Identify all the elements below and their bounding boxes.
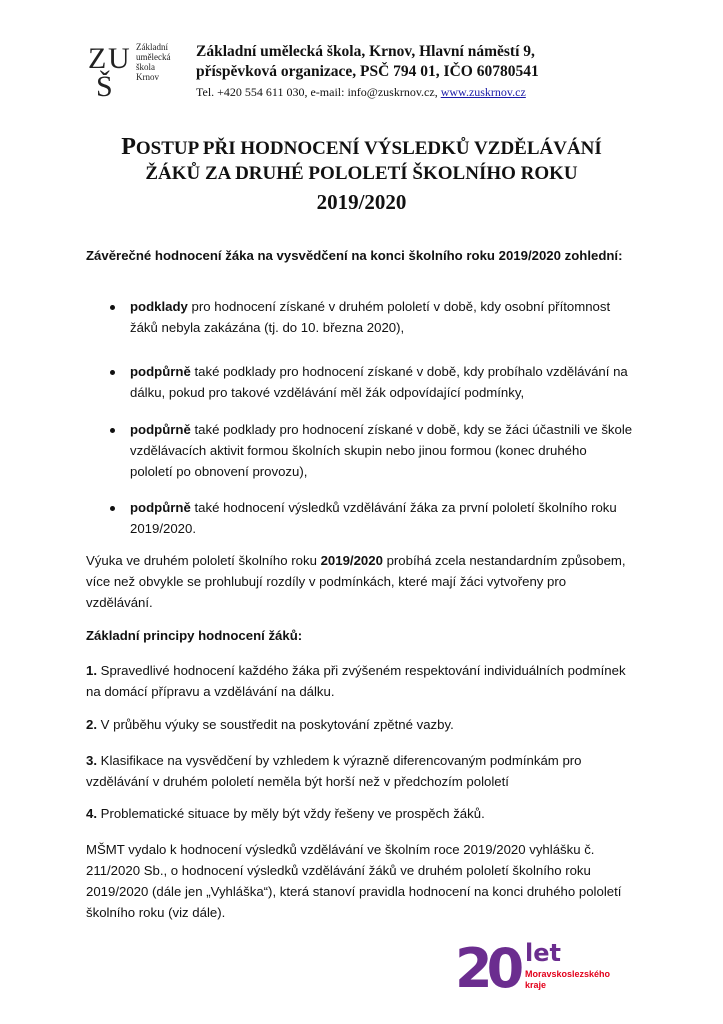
principle-item: 1. Spravedlivé hodnocení každého žáka při zvýšeném respektování individuálních podmínek na domácí přípravu a vzdělávání na dálku. (86, 663, 626, 699)
website-link[interactable]: www.zuskrnov.cz (440, 85, 526, 99)
anniversary-number: 20 (455, 937, 519, 1000)
bullet-dot (110, 370, 115, 375)
bullet-1: podklady pro hodnocení získané v druhém pololetí v době, kdy osobní přítomnost žáků nebyla zakázána (tj. do 10. března 2020), (130, 299, 611, 335)
svg-text:Z: Z (88, 42, 107, 75)
document-title-line2: ŽÁKŮ ZA DRUHÉ POLOLETÍ ŠKOLNÍHO ROKU (145, 163, 578, 184)
school-logo (86, 38, 186, 103)
principles-heading: Základní principy hodnocení žáků: (86, 628, 303, 643)
paragraph-teaching-conditions: Výuka ve druhém pololetí školního roku 2019/2020 probíhá zcela nestandardním způsobem, více než obvykle se prohlubují rozdíly v podmínkách, které mají žáci vytvořeny pro vzdělávání. (86, 553, 626, 610)
anniversary-region-line1: Moravskoslezského (525, 969, 611, 979)
logo-text: Základní umělecká škola Krnov (136, 42, 171, 82)
svg-text:U: U (108, 42, 130, 75)
bullet-4: podpůrně také hodnocení výsledků vzdělávání žáka za první pololetí školního roku 2019/2020. (130, 500, 617, 536)
school-contact (196, 85, 526, 100)
contact-text: Tel. +420 554 611 030, e-mail: info@zuskrnov.cz, (196, 85, 441, 99)
bullet-dot (110, 428, 115, 433)
svg-text:Š: Š (96, 70, 113, 103)
principle-item: 2. V průběhu výuky se soustředit na poskytování zpětné vazby. (86, 717, 454, 732)
document-title-year: 2019/2020 (316, 190, 407, 214)
anniversary-20-years-logo (455, 935, 611, 1000)
bullet-dot (110, 305, 115, 310)
principle-item: 3. Klasifikace na vysvědčení by vzhledem k výrazně diferencovaným podmínkám pro vzdělávání v druhém pololetí neměla být horší než v předchozím pololetí (86, 753, 582, 789)
school-legal-info: příspěvková organizace, PSČ 794 01, IČO 60780541 (196, 63, 539, 80)
bullet-2: podpůrně také podklady pro hodnocení získané v době, kdy probíhalo vzdělávání na dálku, pokud pro takové vzdělávání měl žák odpovídající podmínky, (130, 364, 628, 400)
zus-monogram-icon (86, 38, 134, 103)
paragraph-msmt-decree: MŠMT vydalo k hodnocení výsledků vzdělávání ve školním roce 2019/2020 vyhlášku č. 211/2020 Sb., o hodnocení výsledků vzdělávání žáků ve druhém pololetí školního roku 2019/2020 (dále jen „Vyhláška“), která stanoví pravidla hodnocení na konci druhého pololetí školního roku (viz dále). (86, 842, 622, 920)
bullet-3: podpůrně také podklady pro hodnocení získané v době, kdy se žáci účastnili ve škole vzdělávacích aktivit formou školních skupin nebo jinou formou (konec druhého pololetí po obnovení provozu), (130, 422, 633, 479)
bullet-dot (110, 506, 115, 511)
anniversary-logo-graphic (455, 935, 611, 1000)
intro-heading: Závěrečné hodnocení žáka na vysvědčení na konci školního roku 2019/2020 zohlední: (86, 248, 623, 263)
principle-item: 4. Problematické situace by měly být vždy řešeny ve prospěch žáků. (86, 806, 485, 821)
school-name: Základní umělecká škola, Krnov, Hlavní náměstí 9, (196, 43, 535, 60)
document-title-line1: POSTUP PŘI HODNOCENÍ VÝSLEDKŮ VZDĚLÁVÁNÍ (121, 134, 602, 160)
anniversary-region-line2: kraje (525, 980, 547, 990)
anniversary-word: let (525, 939, 561, 967)
